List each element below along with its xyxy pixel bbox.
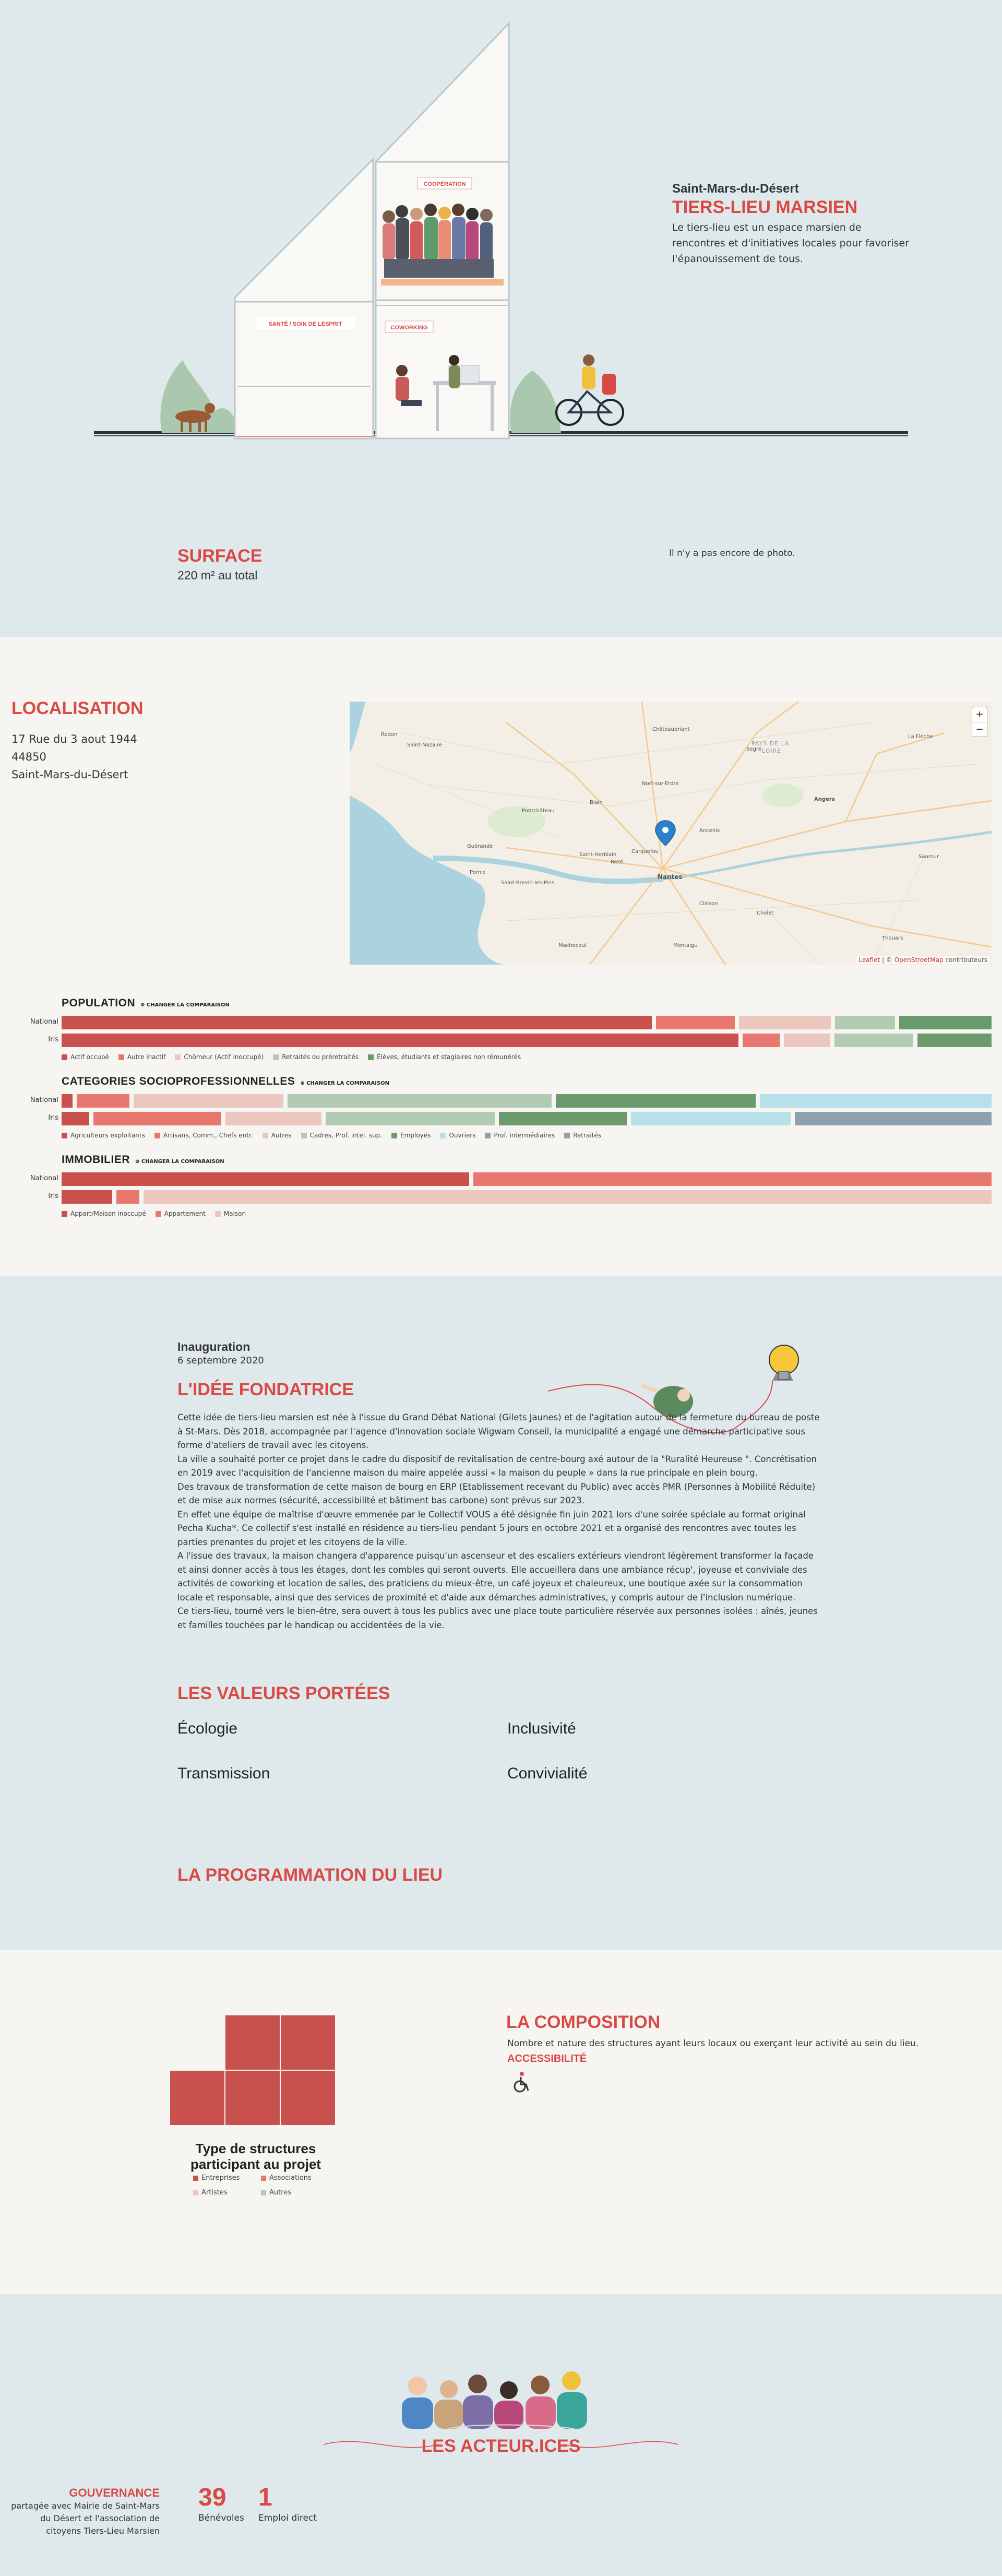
legend-swatch <box>261 2176 266 2181</box>
legend-label: Agriculteurs exploitants <box>70 1132 145 1139</box>
hero-text <box>672 182 912 267</box>
legend-item <box>440 1132 475 1139</box>
legend-swatch <box>193 2190 198 2195</box>
idee-title: L'IDÉE FONDATRICE <box>177 1380 354 1399</box>
legend-swatch <box>175 1054 181 1060</box>
idee-paragraph: Des travaux de transformation de cette maison de bourg en ERP (Etablissement recevant du Public) avec accès PMR (Personnes à Mobilité Réduite) et de mise aux normes (sécurité, accessibilité et bâtiment bas carbone) sont prévus sur 2023. <box>177 1481 816 1505</box>
svg-text:Angers: Angers <box>814 797 835 802</box>
legend-label: Autre inactif <box>127 1053 166 1061</box>
wheelchair-icon <box>510 2071 531 2094</box>
svg-text:Thouars: Thouars <box>882 935 903 941</box>
bar-segment[interactable] <box>743 1034 780 1047</box>
surface-block <box>177 546 262 583</box>
population-title: POPULATION <box>62 997 136 1009</box>
svg-text:Saint-Brevin-les-Pins: Saint-Brevin-les-Pins <box>501 880 555 886</box>
osm-link[interactable]: OpenStreetMap <box>894 956 944 964</box>
row-label: National <box>30 1018 58 1026</box>
legend-swatch <box>62 1054 67 1060</box>
legend-item <box>301 1132 383 1139</box>
place-description: Le tiers-lieu est un espace marsien de rencontres et d'initiatives locales pour favoriser l'épanouissement de tous. <box>672 222 909 265</box>
legend-item <box>154 1132 253 1139</box>
benevoles-label: Bénévoles <box>198 2513 244 2523</box>
svg-text:PAYS DE LA: PAYS DE LA <box>752 740 790 747</box>
legend-label: Entreprises <box>201 2174 240 2182</box>
legend-label: Retraités ou préretraités <box>282 1053 359 1061</box>
idee-paragraph: Cette idée de tiers-lieu marsien est née à l'issue du Grand Débat National (Gilets Jaunes) et de l'agitation autour de la fermeture du bureau de poste à St-Mars. Dès 2018, accompagnée par l'agence d'innovation sociale Wigwam Conseil, la municipalité a engagé une démarche participative sous forme d'ateliers de travail avec les citoyens. <box>177 1412 820 1450</box>
legend-item <box>215 1210 246 1217</box>
legend-label: Employés <box>400 1132 431 1139</box>
legend-swatch <box>215 1211 221 1217</box>
idee-paragraph: Ce tiers-lieu, tourné vers le bien-être, sera ouvert à tous les publics avec une place toute particulière réservée aux personnes isolées : aînés, jeunes et familles touchées par le handicap ou accidentées de la vie. <box>177 1606 818 1630</box>
bar-segment[interactable] <box>473 1172 992 1186</box>
legend-swatch <box>261 2190 266 2195</box>
composition-section <box>0 1950 1002 2294</box>
legend-swatch <box>62 1211 67 1217</box>
legend-item <box>62 1132 145 1139</box>
legend-label: Chômeur (Actif inoccupé) <box>184 1053 264 1061</box>
legend-item <box>391 1132 431 1139</box>
legend-label: Appart/Maison inoccupé <box>70 1210 146 1217</box>
governance-block <box>10 2486 160 2537</box>
benevoles-stat <box>198 2483 244 2523</box>
zoom-in-button[interactable]: + <box>975 709 984 720</box>
legend-item <box>193 2189 228 2197</box>
svg-text:Carquefou: Carquefou <box>631 849 659 854</box>
row-label: National <box>30 1096 58 1104</box>
svg-text:Cholet: Cholet <box>757 910 774 916</box>
legend-item <box>261 2174 312 2182</box>
place-name: TIERS-LIEU MARSIEN <box>672 197 858 217</box>
change-comparison-button[interactable]: ⊕ CHANGER LA COMPARAISON <box>135 1159 224 1165</box>
compare-label: CHANGER LA COMPARAISON <box>147 1002 230 1008</box>
row-label: Iris <box>48 1114 58 1122</box>
bar-segment[interactable] <box>62 1112 89 1125</box>
bar-segment[interactable] <box>739 1016 831 1029</box>
bar-segment[interactable] <box>134 1094 283 1108</box>
svg-text:Pontchâteau: Pontchâteau <box>522 808 555 814</box>
immobilier-legend <box>62 1210 255 1217</box>
compare-label: CHANGER LA COMPARAISON <box>141 1159 224 1165</box>
legend-swatch <box>368 1054 374 1060</box>
address-street: 17 Rue du 3 aout 1944 <box>11 733 137 745</box>
svg-text:Nort-sur-Erdre: Nort-sur-Erdre <box>642 781 679 787</box>
row-label: Iris <box>48 1036 58 1043</box>
structure-square <box>281 2015 335 2070</box>
legend-item <box>193 2174 240 2182</box>
leaflet-link[interactable]: Leaflet <box>858 956 880 964</box>
valeurs-title: LES VALEURS PORTÉES <box>177 1683 390 1703</box>
sign-cooperation: COOPÉRATION <box>423 181 466 187</box>
map-zoom-controls <box>972 707 987 737</box>
structure-square <box>225 2015 280 2070</box>
valeur-item: Écologie <box>177 1720 238 1737</box>
population-chart <box>13 997 992 1075</box>
zoom-out-button[interactable]: − <box>972 722 987 737</box>
people-group <box>381 204 504 286</box>
programmation-title: LA PROGRAMMATION DU LIEU <box>177 1865 443 1885</box>
surface-value: 220 m² au total <box>177 568 258 582</box>
legend-label: Associations <box>269 2174 312 2182</box>
bar-segment[interactable] <box>784 1034 830 1047</box>
legend-swatch <box>564 1133 570 1138</box>
idee-paragraph: En effet une équipe de maîtrise d'œuvre emmenée par le Collectif VOUS a été désignée fin juin 2021 lors d'une soirée spéciale au format original Pecha Kucha*. Ce collectif s'est installé en résidence au tiers-lieu pendant 5 jours en octobre 2021 et a organisé des rencontres avec toutes les parties prenantes du projet et les citoyens de la ville. <box>177 1509 806 1547</box>
bar-segment[interactable] <box>62 1190 112 1204</box>
benevoles-count: 39 <box>198 2484 226 2511</box>
bar-segment[interactable] <box>499 1112 627 1125</box>
cyclist-illustration <box>556 354 623 425</box>
structure-square <box>170 2071 224 2125</box>
legend-swatch <box>62 1133 67 1138</box>
bar-row <box>13 1172 992 1186</box>
emploi-stat <box>258 2483 317 2523</box>
inauguration-label: Inauguration <box>177 1340 250 1354</box>
bar-segment[interactable] <box>62 1094 73 1108</box>
valeur-item: Convivialité <box>507 1765 588 1782</box>
bar-segment[interactable] <box>144 1190 992 1204</box>
legend-swatch <box>273 1054 279 1060</box>
bar-row <box>13 1016 992 1029</box>
legend-label: Artistes <box>201 2189 228 2197</box>
legend-swatch <box>154 1133 160 1138</box>
legend-swatch <box>391 1133 397 1138</box>
legend-swatch <box>156 1211 161 1217</box>
emploi-count: 1 <box>258 2484 272 2511</box>
bar-row <box>13 1112 992 1125</box>
legend-item <box>175 1053 264 1061</box>
structures-title-line: participant au projet <box>190 2156 321 2172</box>
governance-label: GOUVERNANCE <box>69 2486 160 2499</box>
legend-item <box>485 1132 555 1139</box>
legend-item <box>263 1132 292 1139</box>
svg-text:Pornic: Pornic <box>470 870 486 875</box>
bar-segment[interactable] <box>917 1034 992 1047</box>
city-name: Saint-Mars-du-Désert <box>672 182 799 196</box>
address-city: Saint-Mars-du-Désert <box>11 768 128 781</box>
svg-text:Saumur: Saumur <box>918 854 939 860</box>
svg-text:Redon: Redon <box>381 732 398 738</box>
legend-swatch <box>263 1133 268 1138</box>
legend-swatch <box>485 1133 491 1138</box>
location-map[interactable] <box>350 702 992 965</box>
svg-text:Segré: Segré <box>746 746 761 752</box>
svg-text:Montaigu: Montaigu <box>673 943 698 948</box>
svg-text:Clisson: Clisson <box>699 901 718 907</box>
legend-swatch <box>301 1133 307 1138</box>
svg-text:Châteaubriant: Châteaubriant <box>652 727 690 732</box>
attribution-tail: contributeurs <box>943 956 987 964</box>
governance-text: partagée avec Mairie de Saint-Mars du Désert et l'association de citoyens Tiers-Lieu Marsien <box>11 2501 160 2536</box>
legend-item <box>62 1053 109 1061</box>
attribution-separator: | © <box>880 956 894 964</box>
svg-text:La Flèche: La Flèche <box>908 734 933 740</box>
map-tiles <box>350 702 992 965</box>
bar-segment[interactable] <box>556 1094 756 1108</box>
legend-swatch <box>118 1054 124 1060</box>
bar-row <box>13 1190 992 1204</box>
legend-label: Maison <box>223 1210 246 1217</box>
map-attribution <box>856 956 989 964</box>
bar-segment[interactable] <box>116 1190 139 1204</box>
legend-item <box>261 2189 291 2197</box>
legend-swatch <box>193 2176 198 2181</box>
legend-item <box>273 1053 359 1061</box>
bar-segment[interactable] <box>93 1112 221 1125</box>
surface-label: SURFACE <box>177 546 263 566</box>
localisation-section <box>0 637 1002 1276</box>
legend-item <box>156 1210 206 1217</box>
structures-treemap <box>170 2015 336 2126</box>
sign-sante: SANTÉ / SOIN DE LESPRIT <box>268 321 342 327</box>
composition-title: LA COMPOSITION <box>506 2012 661 2032</box>
inauguration-block <box>177 1340 264 1366</box>
bar-segment[interactable] <box>62 1034 738 1047</box>
bar-segment[interactable] <box>760 1094 992 1108</box>
svg-text:Rezé: Rezé <box>611 859 624 865</box>
bar-segment[interactable] <box>62 1016 652 1029</box>
svg-text:Guérande: Guérande <box>467 844 493 849</box>
structure-square <box>225 2071 280 2125</box>
csp-title: CATEGORIES SOCIOPROFESSIONNELLES <box>62 1075 295 1087</box>
emploi-label: Emploi direct <box>258 2513 317 2523</box>
svg-text:Machecoul: Machecoul <box>558 943 587 948</box>
idee-paragraph: La ville a souhaité porter ce projet dans le cadre du dispositif de revitalisation de centre-bourg axé autour de la "Ruralité Heureuse ". Concrétisation en 2019 avec l'acquisition de l'ancienne maison du maire appelée aussi « la maison du peuple » dans la rue principale en plein bourg. <box>177 1454 817 1478</box>
bar-segment[interactable] <box>834 1034 913 1047</box>
bar-segment[interactable] <box>631 1112 791 1125</box>
bar-segment[interactable] <box>77 1094 129 1108</box>
hero-section <box>0 0 1002 637</box>
compare-label: CHANGER LA COMPARAISON <box>306 1081 390 1086</box>
idee-paragraph: A l'issue des travaux, la maison changera d'apparence puisqu'un ascenseur et des escaliers extérieurs viendront légèrement transformer la façade et ainsi donner accès à tous les étages, dont les combles qui seront ouverts. Elle accueillera dans une ambiance récup', joyeuse et conviviale des activités de coworking et location de salles, des praticiens du mieux-être, un café joyeux et chaleureux, une boutique axée sur la consommation locale et responsable, ainsi que des services de proximité et d'aide aux démarches administratives, y compris autour de l'inclusion numérique. <box>177 1551 814 1602</box>
bar-segment[interactable] <box>795 1112 992 1125</box>
legend-label: Ouvriers <box>449 1132 476 1139</box>
csp-legend <box>62 1132 611 1139</box>
address-postcode: 44850 <box>11 751 46 763</box>
legend-label: Élèves, étudiants et stagiaires non rémunérés <box>377 1053 521 1061</box>
bar-segment[interactable] <box>225 1112 321 1125</box>
legend-swatch <box>440 1133 446 1138</box>
legend-item <box>62 1210 146 1217</box>
bar-row <box>13 1034 992 1047</box>
structures-title-line: Type de structures <box>195 2141 316 2156</box>
legend-label: Autres <box>269 2189 292 2197</box>
bar-row <box>13 1094 992 1108</box>
accessibility-label: ACCESSIBILITÉ <box>507 2053 587 2064</box>
immobilier-chart <box>13 1154 992 1232</box>
bar-segment[interactable] <box>62 1172 469 1186</box>
valeur-item: Inclusivité <box>507 1720 576 1737</box>
immobilier-title: IMMOBILIER <box>62 1154 130 1166</box>
svg-text:Blain: Blain <box>590 800 603 805</box>
inauguration-date: 6 septembre 2020 <box>177 1355 264 1366</box>
svg-text:Nantes: Nantes <box>658 873 683 881</box>
svg-text:LOIRE: LOIRE <box>762 747 782 754</box>
idee-text <box>177 1411 825 1632</box>
row-label: Iris <box>48 1192 58 1200</box>
change-comparison-button[interactable]: ⊕ CHANGER LA COMPARAISON <box>300 1081 390 1086</box>
population-legend <box>62 1053 530 1061</box>
idee-section <box>0 1276 1002 1950</box>
actors-illustration <box>386 2361 626 2439</box>
legend-item <box>368 1053 521 1061</box>
legend-item <box>118 1053 166 1061</box>
svg-text:Saint-Nazaire: Saint-Nazaire <box>407 742 442 748</box>
legend-label: Cadres, Prof. intel. sup. <box>309 1132 383 1139</box>
localisation-label: LOCALISATION <box>11 698 144 718</box>
valeur-item: Transmission <box>177 1765 270 1782</box>
svg-text:Saint-Herblain: Saint-Herblain <box>579 852 617 858</box>
legend-label: Actif occupé <box>70 1053 109 1061</box>
bar-segment[interactable] <box>656 1016 734 1029</box>
row-label: National <box>30 1174 58 1182</box>
legend-label: Autres <box>271 1132 292 1139</box>
change-comparison-button[interactable]: ⊕ CHANGER LA COMPARAISON <box>140 1002 230 1008</box>
acteurs-section <box>0 2294 1002 2576</box>
acteurs-title: LES ACTEUR.ICES <box>421 2436 581 2456</box>
structures-title <box>172 2141 339 2172</box>
bar-segment[interactable] <box>326 1112 495 1125</box>
no-photo-text: Il n'y a pas encore de photo. <box>669 548 795 559</box>
legend-label: Retraités <box>573 1132 602 1139</box>
svg-text:Ancenis: Ancenis <box>699 828 720 834</box>
legend-label: Appartement <box>164 1210 206 1217</box>
address-block <box>11 698 143 784</box>
bar-segment[interactable] <box>899 1016 992 1029</box>
structure-square <box>281 2071 335 2125</box>
legend-label: Prof. intermédiaires <box>494 1132 555 1139</box>
legend-label: Artisans, Comm., Chefs entr. <box>163 1132 253 1139</box>
sign-coworking: COWORKING <box>390 325 428 331</box>
bar-segment[interactable] <box>288 1094 551 1108</box>
bar-segment[interactable] <box>835 1016 895 1029</box>
legend-item <box>564 1132 601 1139</box>
csp-chart <box>13 1075 992 1154</box>
composition-description: Nombre et nature des structures ayant leurs locaux ou exerçant leur activité au sein du lieu. <box>507 2038 919 2049</box>
